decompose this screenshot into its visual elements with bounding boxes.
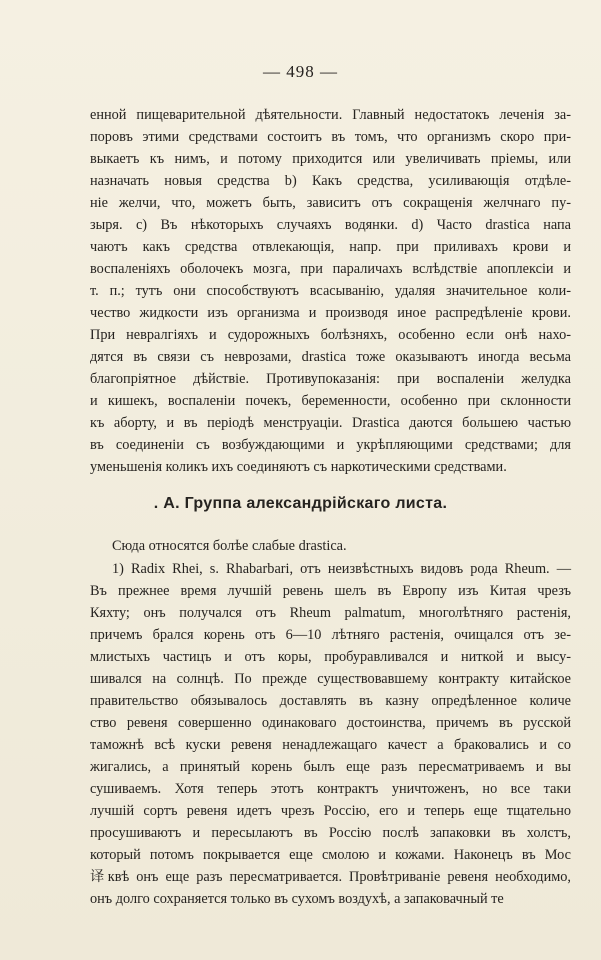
text-line: таможнѣ всѣ куски ревеня ненадлежащаго качест а браковались и со xyxy=(90,737,571,753)
text-line: который потомъ покрывается еще смолою и кожами. Наконецъ въ Мос xyxy=(90,847,571,863)
section-heading: . А. Группа александрійскаго листа. xyxy=(153,495,448,512)
text-line: къ аборту, и въ періодѣ менструаціи. Drastica даются большею частью xyxy=(90,415,571,431)
text-line: чаютъ какъ средства отвлекающія, напр. при приливахъ крови и xyxy=(90,239,571,255)
text-line: правительство обязывалось доставлять въ казну опредѣленное количе xyxy=(90,693,571,709)
text-line: онъ долго сохраняется только въ сухомъ воздухѣ, а запаковачный те xyxy=(90,891,504,907)
text-line: чество жидкости изъ организма и производя иное распредѣленіе крови. xyxy=(90,305,571,321)
text-line: сушиваемъ. Хотя теперь этотъ контрактъ уничтоженъ, но все таки xyxy=(90,781,571,797)
text-line: 1) Radix Rhei, s. Rhabarbari, отъ неизвѣстныхъ видовъ рода Rheum. — xyxy=(112,561,571,577)
text-line: и кишекъ, воспаленіи почекъ, беременности, особенно при склонности xyxy=(90,393,571,409)
text-line: 译квѣ онъ еще разъ пересматривается. Провѣтриваніе ревеня необходимо, xyxy=(90,869,571,885)
text-line: дятся въ связи съ неврозами, drastica тоже оказываютъ иногда весьма xyxy=(90,349,571,365)
text-line: причемъ брался корень отъ 6—10 лѣтняго растенія, очищался отъ зе- xyxy=(90,627,571,643)
intro-line: Сюда относятся болѣе слабые drastica. xyxy=(112,538,347,554)
text-line: Въ прежнее время лучшій ревень шелъ въ Европу изъ Китая чрезъ xyxy=(90,583,571,599)
text-line: При невралгіяхъ и судорожныхъ болѣзняхъ, особенно если онѣ нахо- xyxy=(90,327,571,343)
text-line: т. п.; тутъ они способствуютъ всасыванію, удаляя значительное коли- xyxy=(90,283,571,299)
text-line: поровъ этими средствами состоитъ въ томъ, что организмъ скоро при- xyxy=(90,129,571,145)
page-number: — 498 — xyxy=(263,62,338,81)
text-line: млистыхъ частицъ и отъ коры, пробуравливался и ниткой и высу- xyxy=(90,649,571,665)
text-line: енной пищеварительной дѣятельности. Главный недостатокъ леченія за- xyxy=(90,107,571,123)
text-line: въ соединеніи съ возбуждающими и укрѣпляющими средствами; для xyxy=(90,437,571,453)
text-line: благопріятное дѣйствіе. Противупоказанія: при воспаленіи желудка xyxy=(90,371,571,387)
text-line: уменьшенія коликъ ихъ соединяютъ съ наркотическими средствами. xyxy=(90,459,507,475)
text-line: шивался на солнцѣ. По прежде существовавшему контракту китайское xyxy=(90,671,571,687)
text-line: просушиваютъ и пересылаютъ въ Россію послѣ запаковки въ холстъ, xyxy=(90,825,571,841)
text-line: ство ревеня совершенно одинаковаго достоинства, причемъ въ русской xyxy=(90,715,571,731)
text-line: жигались, а принятый корень былъ еще разъ пересматриваемъ и вы xyxy=(90,759,571,775)
text-line: зыря. c) Въ нѣкоторыхъ случаяхъ водянки. d) Часто drastica напа xyxy=(90,217,571,233)
text-line: воспаленіяхъ оболочекъ мозга, при параличахъ вслѣдствіе апоплексіи и xyxy=(90,261,571,277)
text-line: Кяхту; онъ получался отъ Rheum palmatum, многолѣтняго растенія, xyxy=(90,605,571,621)
text-line: выкаетъ къ нимъ, и потому приходится или увеличивать пріемы, или xyxy=(90,151,571,167)
text-line: ніе желчи, что, можетъ быть, зависитъ отъ сокращенія желчнаго пу- xyxy=(90,195,571,211)
text-line: назначать новыя средства b) Какъ средства, усиливающія отдѣле- xyxy=(90,173,571,189)
text-line: лучшій сортъ ревеня идетъ чрезъ Россію, его и теперь еще тщательно xyxy=(90,803,571,819)
